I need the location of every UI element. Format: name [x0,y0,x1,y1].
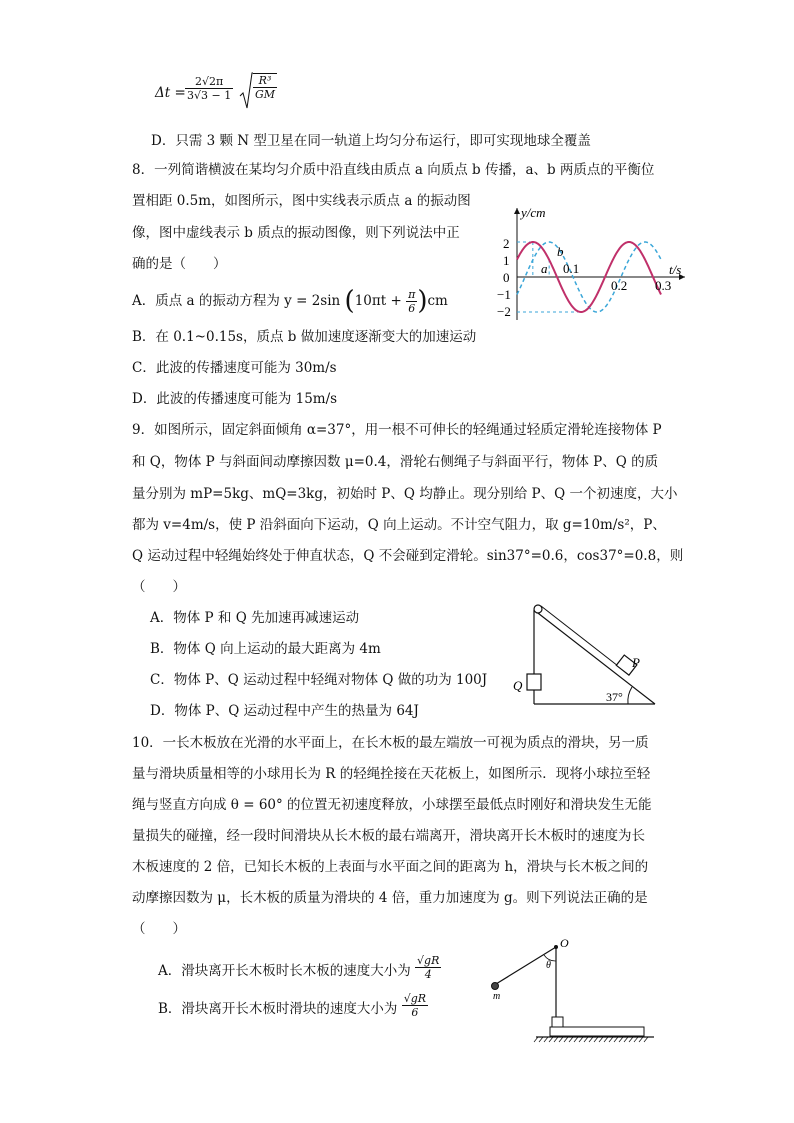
hatch-line [604,1037,608,1042]
hatch-line [634,1037,638,1042]
q8-option-c: C．此波的传播速度可能为 30m/s [132,360,337,376]
formula-num: 2√2π [185,75,233,89]
q8-frac-six: 6 [408,302,416,315]
q8-vibration-graph [495,200,695,325]
q10-option-b-num: √gR [403,992,427,1005]
y-tick-0: 0 [503,270,510,285]
q10-option-a-num: √gR [417,954,440,967]
formula-root-fraction [253,73,277,101]
q10-option-a [158,954,441,984]
x-tick-0.3: 0.3 [655,278,672,293]
hatch-line [624,1037,628,1042]
q10-option-a-den: 4 [424,968,432,981]
q10-option-a-frac [415,954,441,981]
q9-option-d: D．物体 P、Q 运动过程中产生的热量为 64J [150,703,419,719]
q10-pendulum-figure [484,935,664,1050]
q9-option-c: C．物体 P、Q 运动过程中轻绳对物体 Q 做的功为 100J [150,672,488,688]
hatch-line [564,1037,568,1042]
formula-den: 3√3 − 1 [187,89,232,102]
pulley-icon [534,605,542,613]
label-angle: 37° [606,690,623,704]
hatch-line [584,1037,588,1042]
hatch-line [629,1037,633,1042]
ball-m [492,983,499,990]
hatch-line [589,1037,593,1042]
point-b-label: b [557,244,564,259]
block-q [527,674,541,690]
hatch-line [534,1037,538,1042]
y-tick-1: 1 [503,253,510,268]
long-board [550,1027,644,1036]
sqrt-sign-icon [239,72,253,110]
hatch-line [549,1037,553,1042]
hatch-line [579,1037,583,1042]
hatch-line [644,1037,648,1042]
hatch-line [619,1037,623,1042]
q8-option-a-unit: cm [427,293,448,309]
paren-right: ) [417,286,428,316]
hatch-line [544,1037,548,1042]
hatch-line [639,1037,643,1042]
q8-option-a-inner: 10πt + [354,293,402,309]
q9-stem-line-6: （ ） [132,579,186,595]
q9-stem-line-3: 量分别为 mP=5kg、mQ=3kg，初始时 P、Q 均静止。现分别给 P、Q 一个初速度，大小 [132,486,678,502]
formula-root-den: GM [255,88,276,101]
hatch-line [599,1037,603,1042]
q10-option-b-den: 6 [411,1006,419,1019]
q10-stem-line-7: （ ） [132,921,186,937]
hatch-line [559,1037,563,1042]
q10-stem-line-4: 量损失的碰撞，经一段时间滑块从长木板的最右端离开，滑块离开长木板时的速度为长 [132,828,645,844]
q9-stem-line-5: Q 运动过程中轻绳始终处于伸直状态，Q 不会碰到定滑轮。sin37°=0.6，cos37°=0.8，则 [132,548,684,564]
formula-lhs: Δt = [155,85,186,101]
hatch-line [614,1037,618,1042]
q7-option-d: D．只需 3 颗 N 型卫星在同一轨道上均匀分布运行，即可实现地球全覆盖 [151,133,591,149]
x-axis-label: t/s [669,262,682,277]
y-axis-label: y/cm [521,205,546,220]
q8-option-b: B．在 0.1~0.15s，质点 b 做加速度逐渐变大的加速运动 [132,329,477,345]
ground-hatching [534,1037,648,1042]
q8-stem-line-2: 置相距 0.5m，如图所示，图中实线表示质点 a 的振动图 [132,193,471,209]
q8-option-a-prefix: A．质点 a 的振动方程为 y = 2sin [132,293,341,309]
slider-block [552,1017,563,1027]
point-a-label: a [541,261,548,276]
q9-stem-line-4: 都为 v=4m/s，使 P 沿斜面向下运动，Q 向上运动。不计空气阻力，取 g=10m/s²，P、 [132,517,666,533]
y-tick-neg1: −1 [497,287,511,302]
q8-frac-pi: π [408,288,416,301]
x-tick-0.2: 0.2 [611,278,628,293]
hatch-line [539,1037,543,1042]
q9-stem-line-1: 9．如图所示，固定斜面倾角 α=37°，用一根不可伸长的轻绳通过轻质定滑轮连接物体 P [132,422,662,438]
label-theta: θ [546,960,551,971]
hatch-line [594,1037,598,1042]
q9-stem-line-2: 和 Q，物体 P 与斜面间动摩擦因数 μ=0.4，滑轮右侧绳子与斜面平行，物体 P、Q 的质 [132,454,659,470]
q10-option-b-frac [402,992,428,1019]
q9-option-b: B．物体 Q 向上运动的最大距离为 4m [150,641,381,657]
formula-root-num: R³ [253,74,277,88]
q10-option-a-text: A．滑块离开长木板时长木板的速度大小为 [158,963,411,979]
q9-option-a: A．物体 P 和 Q 先加速再减速运动 [150,610,360,626]
q10-option-b-text: B．滑块离开长木板时滑块的速度大小为 [158,1001,398,1017]
q8-stem-line-1: 8．一列简谐横波在某均匀介质中沿直线由质点 a 向质点 b 传播，a、b 两质点的平衡位 [132,162,655,178]
q8-option-a [132,286,448,316]
hatch-line [554,1037,558,1042]
hatch-line [609,1037,613,1042]
q8-stem-line-4: 确的是（ ） [132,256,227,272]
q10-stem-line-5: 木板速度的 2 倍，已知长木板的上表面与水平面之间的距离为 h，滑块与长木板之间的 [132,859,649,875]
label-o: O [560,936,569,950]
q10-stem-line-1: 10．一长木板放在光滑的水平面上，在长木板的最左端放一可视为质点的滑块，另一质 [132,735,649,751]
q8-stem-line-3: 像，图中虚线表示 b 质点的振动图像，则下列说法中正 [132,225,460,241]
q8-option-d: D．此波的传播速度可能为 15m/s [132,391,338,407]
label-p: P [632,655,640,670]
x-tick-0.1: 0.1 [563,261,580,276]
q10-stem-line-3: 绳与竖直方向成 θ = 60° 的位置无初速度释放，小球摆至最低点时刚好和滑块发生无能 [132,797,652,813]
label-q: Q [513,678,523,693]
paren-left: ( [344,286,355,316]
y-tick-neg2: −2 [497,304,511,319]
q10-option-b [158,992,428,1022]
formula-fraction [185,75,233,102]
y-tick-2: 2 [503,236,510,251]
q10-stem-line-6: 动摩擦因数为 μ，长木板的质量为滑块的 4 倍，重力加速度为 g。则下列说法正确的是 [132,890,648,906]
label-m: m [493,991,501,1002]
q8-option-a-frac [406,288,417,315]
rope-to-p [541,606,618,666]
angle-arc [628,687,632,704]
q9-incline-figure [510,600,660,710]
q10-stem-line-2: 量与滑块质量相等的小球用长为 R 的轻绳拴接在天花板上，如图所示．现将小球拉至轻 [132,766,651,782]
hatch-line [569,1037,573,1042]
hatch-line [574,1037,578,1042]
